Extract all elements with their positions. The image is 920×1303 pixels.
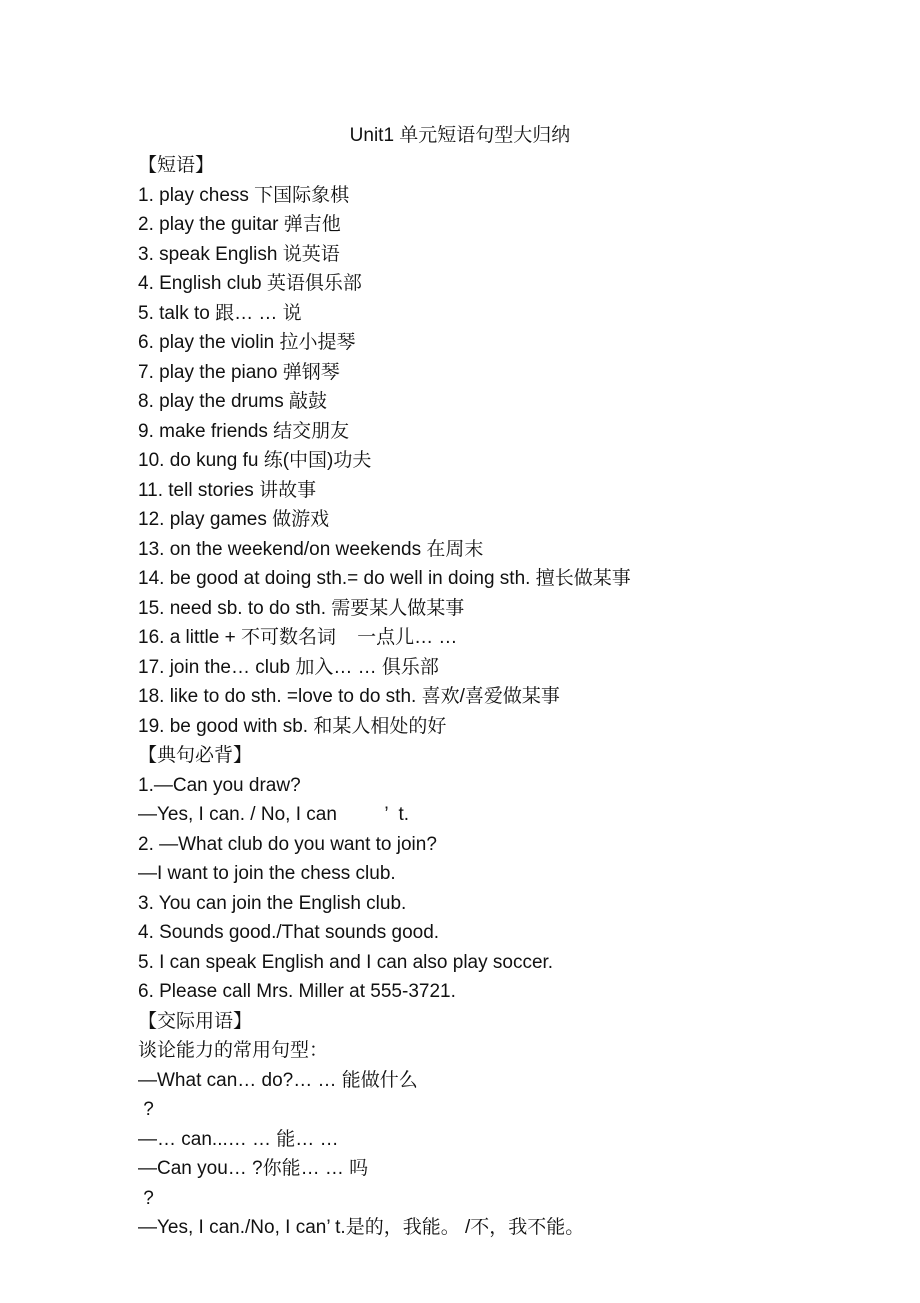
phrase-item: 1. play chess 下国际象棋 — [138, 184, 350, 206]
phrase-item: 8. play the drums 敲鼓 — [138, 391, 328, 412]
communication-item: —What can… do?… … 能做什么 — [138, 1069, 418, 1091]
communication-item: —Yes, I can./No, I can’ t.是的，我能。 /不，我不能。 — [138, 1217, 585, 1238]
sentence-item: 1.—Can you draw? — [138, 774, 301, 796]
sentence-item: 4. Sounds good./That sounds good. — [138, 922, 440, 943]
phrase-item: 7. play the piano 弹钢琴 — [138, 361, 340, 383]
sentence-item: 5. I can speak English and I can also play soccer. — [138, 951, 554, 973]
phrase-item: 2. play the guitar 弹吉他 — [138, 214, 341, 235]
phrase-item: 5. talk to 跟… … 说 — [138, 302, 302, 324]
phrase-item: 4. English club 英语俱乐部 — [138, 273, 362, 294]
section-heading-communication: 【交际用语】 — [138, 1010, 253, 1032]
communication-item: ? — [138, 1099, 154, 1120]
section-heading-phrases: 【短语】 — [138, 155, 215, 176]
phrase-item: 14. be good at doing sth.= do well in doing sth. 擅长做某事 — [138, 568, 631, 589]
sentence-item: 2. —What club do you want to join? — [138, 833, 437, 855]
section-heading-key-sentences: 【典句必背】 — [138, 745, 253, 766]
sentence-item: 3. You can join the English club. — [138, 892, 407, 914]
phrase-item: 12. play games 做游戏 — [138, 509, 330, 530]
phrase-item: 9. make friends 结交朋友 — [138, 420, 350, 442]
phrase-item: 10. do kung fu 练(中国)功夫 — [138, 450, 372, 471]
phrase-item: 3. speak English 说英语 — [138, 243, 340, 265]
phrase-item: 11. tell stories 讲故事 — [138, 479, 317, 501]
phrase-item: 13. on the weekend/on weekends 在周末 — [138, 538, 484, 560]
document-title: Unit1 单元短语句型大归纳 — [349, 125, 571, 146]
phrase-item: 6. play the violin 拉小提琴 — [138, 332, 356, 353]
phrase-item: 16. a little + 不可数名词 一点儿… … — [138, 627, 458, 648]
communication-item: 谈论能力的常用句型： — [138, 1040, 329, 1061]
section-key-sentences — [138, 741, 898, 1007]
communication-item: —… can...… … 能… … — [138, 1128, 339, 1150]
communication-item: —Can you… ?你能… … 吗 — [138, 1158, 369, 1179]
section-phrases — [138, 151, 898, 741]
phrase-item: 19. be good with sb. 和某人相处的好 — [138, 715, 447, 737]
phrase-item: 15. need sb. to do sth. 需要某人做某事 — [138, 597, 465, 619]
communication-item: ? — [138, 1187, 154, 1209]
phrase-item: 17. join the… club 加入… … 俱乐部 — [138, 656, 439, 678]
document-body — [138, 151, 898, 1243]
sentence-item: —I want to join the chess club. — [138, 863, 396, 884]
sentence-item: —Yes, I can. / No, I can ’ t. — [138, 804, 410, 825]
sentence-item: 6. Please call Mrs. Miller at 555-3721. — [138, 981, 456, 1002]
phrase-item: 18. like to do sth. =love to do sth. 喜欢/喜爱做某事 — [138, 686, 560, 707]
section-communication — [138, 1007, 898, 1243]
